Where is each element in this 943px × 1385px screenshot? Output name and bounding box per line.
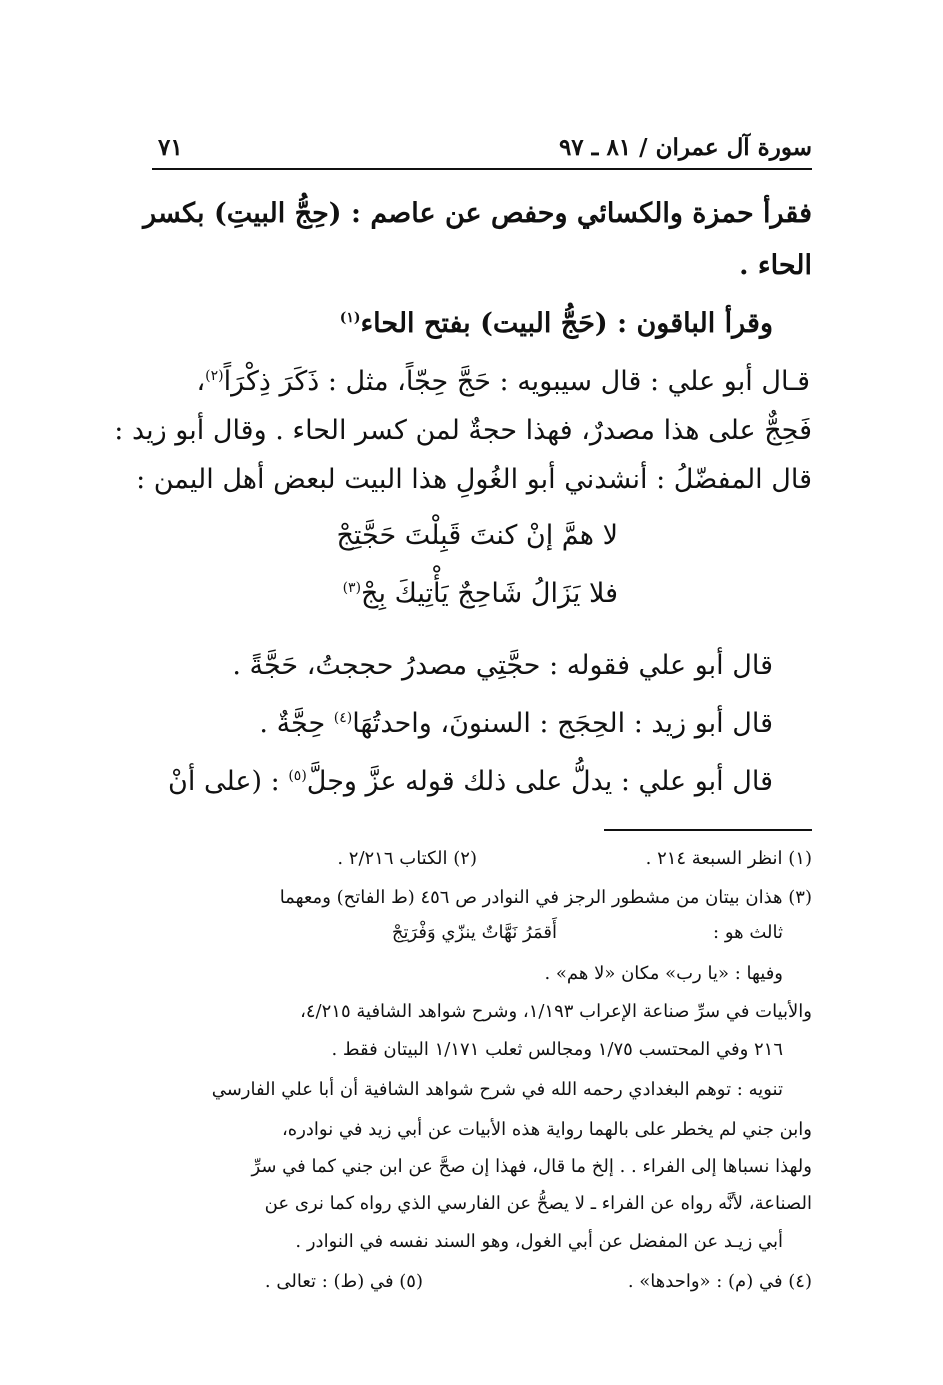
- footnote-3-line-10: أبي زيـد عن المفضل عن أبي الغول، وهو السند نفسه في النوادر .: [295, 1231, 783, 1252]
- paragraph-2: [340, 306, 773, 341]
- paragraph-5-end: حِجَّةٌ .: [259, 708, 334, 739]
- paragraph-6: [168, 764, 773, 799]
- paragraph-6-end: : (على أنْ: [168, 766, 289, 797]
- footnote-3-line-1: (٣) هذان بيتان من مشطور الرجز في النوادر ص ٤٥٦ (ط الفاتح) ومعهما: [279, 887, 812, 908]
- footnote-4: (٤) في (م) : «واحدها» .: [627, 1271, 812, 1292]
- footnote-ref-2: (٢): [205, 368, 224, 384]
- chapter-title: سورة آل عمران / ٨١ ـ ٩٧: [558, 134, 812, 161]
- verse-line-2: [343, 578, 618, 609]
- paragraph-3-line-2: فَحِجٌّ على هذا مصدرٌ، فهذا حجةٌ لمن كسر الحاء . وقال أبو زيد :: [114, 415, 812, 446]
- footnote-rule: [604, 829, 812, 831]
- footnote-ref-5: (٥): [288, 768, 307, 784]
- footnote-3-line-9: الصناعة، لأنَّه رواه عن الفراء ـ لا يصحُّ عن الفارسي الذي رواه كما نرى عن: [264, 1193, 812, 1214]
- footnote-3-line-8: ولهذا نسباها إلى الفراء . . إلخ ما قال، فهذا إن صحَّ عن ابن جني كما في سرِّ: [251, 1156, 812, 1177]
- footnote-2: (٢) الكتاب ٢/٢١٦ .: [337, 848, 477, 869]
- paragraph-6-text: قال أبو علي : يدلُّ على ذلك قوله عزَّ وجلَّ: [306, 766, 773, 797]
- paragraph-4: قال أبو علي فقوله : حجَّتِي مصدرُ حججتُ، حَجَّةً .: [232, 650, 773, 681]
- paragraph-3-line-1-text: قـال أبو علي : قال سيبويه : حَجَّ حِجّاً، مثل : ذَكَرَ ذِكْرَاً: [223, 366, 810, 397]
- paragraph-3-line-1-end: ،: [196, 366, 206, 397]
- page-number: ٧١: [158, 134, 183, 161]
- paragraph-5: [259, 706, 773, 741]
- footnote-3-line-2-label: ثالث هو :: [713, 922, 783, 943]
- header-rule: [152, 168, 812, 170]
- paragraph-3-line-3: قال المفضّلُ : أنشدني أبو الغُولِ هذا البيت لبعض أهل اليمن :: [136, 464, 812, 495]
- footnote-ref-3: (٣): [342, 580, 362, 596]
- paragraph-1-line-1: فقرأ حمزة والكسائي وحفص عن عاصم : (حِجُّ البيتِ) بكسر: [143, 198, 812, 229]
- footnote-3-line-6: تنويه : توهم البغدادي رحمه الله في شرح شواهد الشافية أن أبا علي الفارسي: [211, 1079, 783, 1100]
- running-header: [152, 128, 812, 168]
- paragraph-1-line-2: الحاء .: [739, 250, 812, 281]
- paragraph-3-line-1: [196, 364, 810, 399]
- footnote-3-line-3: وفيها : «يا رب» مكان «لا هم» .: [544, 963, 783, 984]
- paragraph-5-text: قال أبو زيد : الحِجَج : السنونَ، واحدتُهَا: [352, 708, 773, 739]
- footnote-3-line-5: ٢١٦ وفي المحتسب ١/٧٥ ومجالس ثعلب ١/١٧١ البيتان فقط .: [331, 1039, 783, 1060]
- footnote-1: (١) انظر السبعة ٢١٤ .: [645, 848, 812, 869]
- verse-line-2-text: فلا يَزَالُ شَاحِجٌ يَأْتِيكَ بِجْ: [361, 578, 618, 609]
- footnote-ref-4: (٤): [333, 710, 353, 726]
- paragraph-2-text: وقرأ الباقون : (حَجُّ البيت) بفتح الحاء: [360, 308, 773, 339]
- footnote-ref-1: (١): [339, 310, 361, 326]
- footnote-3-line-7: وابن جني لم يخطر على بالهما رواية هذه الأبيات عن أبي زيد في نوادره،: [281, 1119, 812, 1140]
- verse-line-1: لا همَّ إنْ كنتَ قَبِلْتَ حَجَّتِجْ: [336, 520, 618, 551]
- footnote-3-verse: أَقمَرُ نَهَّاتٌ ينزّي وَفْرَتِجْ: [391, 922, 557, 943]
- footnote-3-line-4: والأبيات في سرِّ صناعة الإعراب ١/١٩٣، وشرح شواهد الشافية ٤/٢١٥،: [300, 1001, 812, 1022]
- footnote-5: (٥) في (ط) : تعالى .: [264, 1271, 423, 1292]
